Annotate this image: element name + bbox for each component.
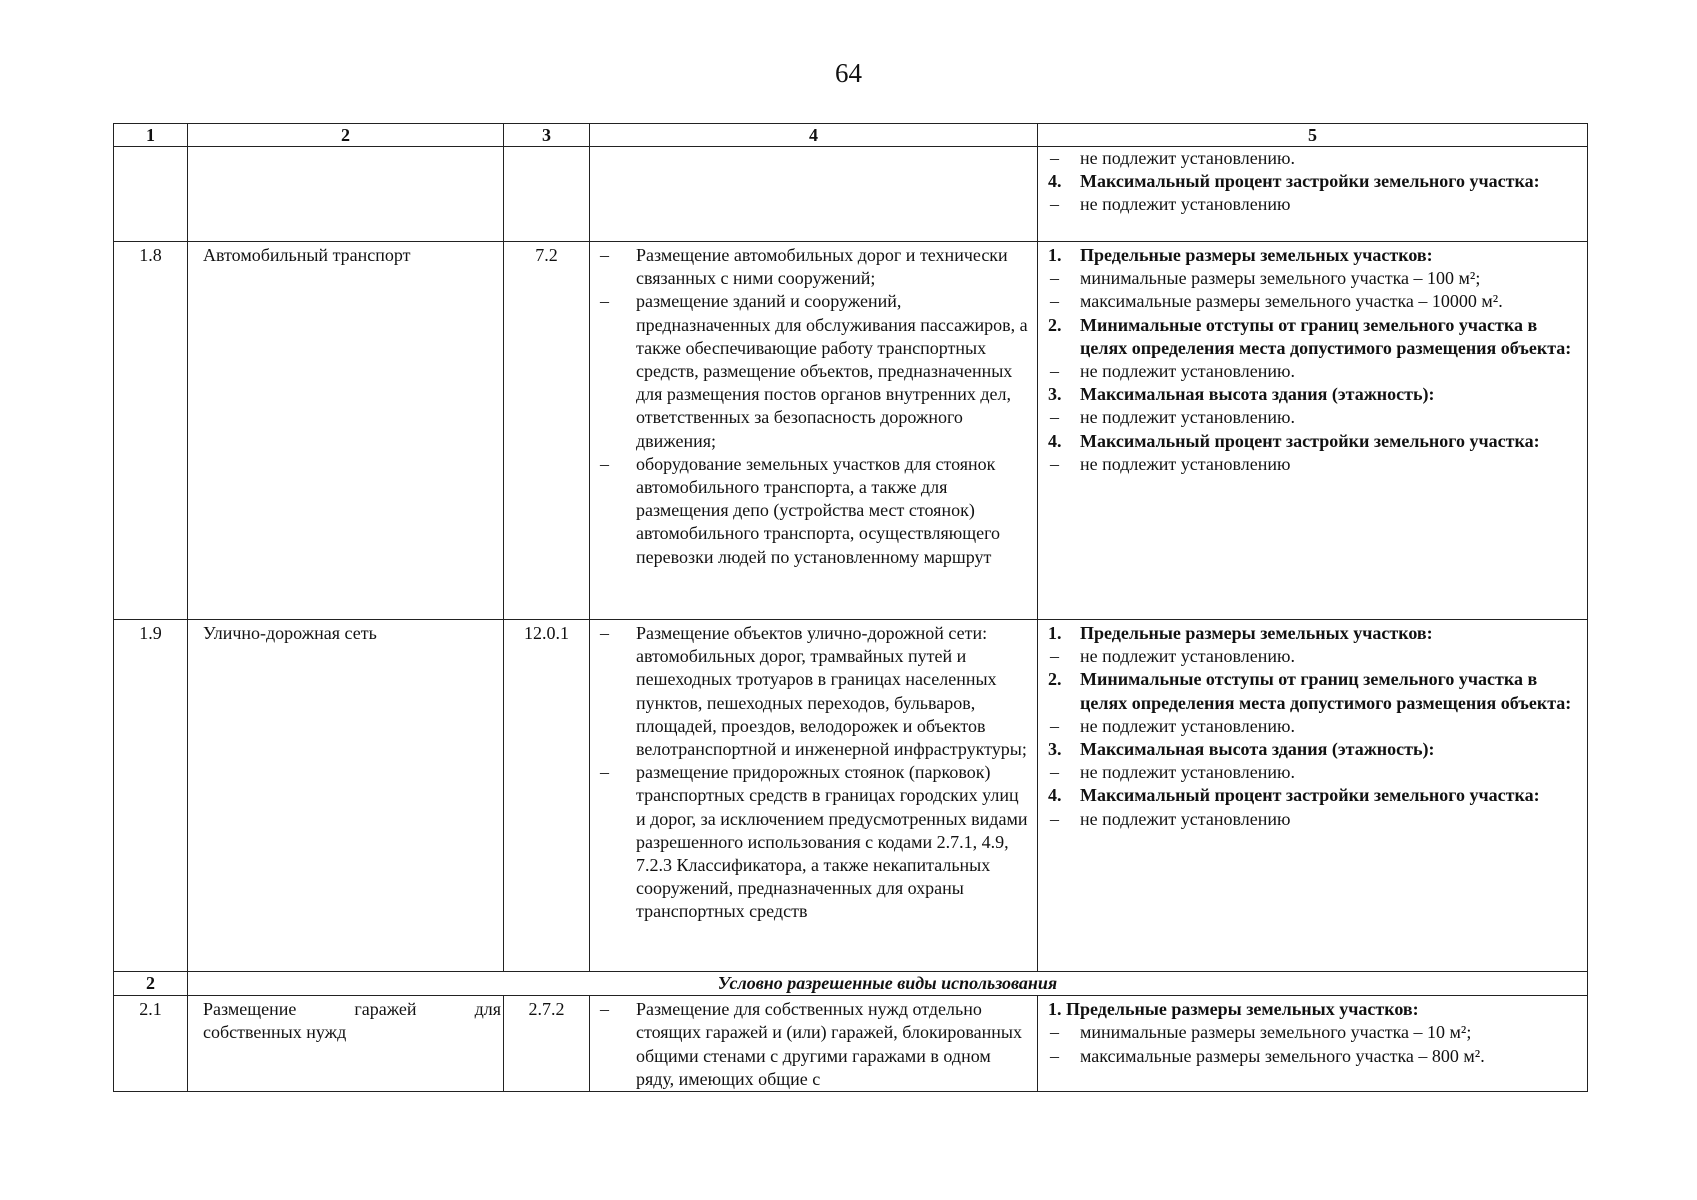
header-cell: 1: [114, 124, 188, 147]
param-line: – максимальные размеры земельного участка – 800 м².: [1050, 1045, 1485, 1066]
table-row: [114, 620, 1588, 972]
param-line: – не подлежит установлению.: [1050, 148, 1295, 168]
use-code-cell: 2.7.2: [504, 996, 590, 1092]
description-item: – Размещение для собственных нужд отдельно стоящих гаражей и (или) гаражей, блокированных общими стенами с другими гаражами в одном ряду, имеющих общие с: [600, 999, 1022, 1089]
use-name-cell: Автомобильный транспорт: [188, 242, 504, 620]
use-name-cell: [188, 996, 504, 1092]
param-line: – минимальные размеры земельного участка – 10 м²;: [1050, 1022, 1472, 1043]
param-heading: 3. Максимальная высота здания (этажность):: [1048, 384, 1435, 405]
header-cell: 2: [188, 124, 504, 147]
param-heading: 4. Максимальный процент застройки земельного участка:: [1048, 430, 1540, 451]
table-row: [114, 147, 1588, 242]
use-name-cell: Улично-дорожная сеть: [188, 620, 504, 972]
use-name-line: Размещение гаражей для: [203, 999, 501, 1020]
use-description-cell: [590, 242, 1038, 620]
parameters-cell: [1038, 242, 1588, 620]
param-line: – не подлежит установлению.: [1050, 361, 1295, 382]
param-line: – не подлежит установлению.: [1050, 762, 1295, 783]
table-header-row: [114, 124, 1588, 147]
row-number-cell: 2.1: [114, 996, 188, 1092]
param-line: – минимальные размеры земельного участка – 100 м²;: [1050, 268, 1481, 289]
param-heading: 4. Максимальный процент застройки земельного участка:: [1048, 171, 1540, 192]
parameters-cell: [1038, 147, 1588, 242]
table-row: [114, 242, 1588, 620]
header-cell: 4: [590, 124, 1038, 147]
header-cell: 3: [504, 124, 590, 147]
param-line: – не подлежит установлению.: [1050, 407, 1295, 428]
use-description-cell: [590, 147, 1038, 242]
param-line: – не подлежит установлению: [1050, 808, 1291, 829]
use-description-cell: [590, 620, 1038, 972]
parameters-cell: [1038, 620, 1588, 972]
param-heading: 1. Предельные размеры земельных участков:: [1048, 245, 1433, 265]
use-name-cell: [188, 147, 504, 242]
header-cell: 5: [1038, 124, 1588, 147]
param-heading: 2. Минимальные отступы от границ земельного участка в целях определения места допустимого размещения объекта:: [1048, 314, 1572, 358]
param-line: – не подлежит установлению.: [1050, 715, 1295, 736]
description-item: – Размещение автомобильных дорог и технически связанных с ними сооружений;: [600, 245, 1008, 289]
section-number-cell: 2: [114, 972, 188, 996]
row-number-cell: 1.8: [114, 242, 188, 620]
param-heading: 1. Предельные размеры земельных участков:: [1048, 623, 1433, 643]
param-heading: 1. Предельные размеры земельных участков:: [1048, 999, 1419, 1020]
use-code-cell: 7.2: [504, 242, 590, 620]
section-row: [114, 972, 1588, 996]
description-item: – оборудование земельных участков для стоянок автомобильного транспорта, а также для размещения депо (устройства мест стоянок) автомобильного транспорта, осуществляющего перевозки людей по установленному маршрут: [600, 453, 1001, 567]
use-code-cell: 12.0.1: [504, 620, 590, 972]
use-name-line: собственных нужд: [203, 1022, 347, 1043]
param-heading: 2. Минимальные отступы от границ земельного участка в целях определения места допустимого размещения объекта:: [1048, 669, 1572, 713]
description-item: – размещение зданий и сооружений, предназначенных для обслуживания пассажиров, а также обеспечивающие работу транспортных средств, размещение объектов, предназначенных для размещения постов органов внутренних дел, ответственных за безопасность дорожного движения;: [600, 291, 1028, 451]
description-item: – размещение придорожных стоянок (парковок) транспортных средств в границах городских улиц и дорог, за исключением предусмотренных видами разрешенного использования с кодами 2.7.1, 4.9, 7.2.3 Классификатора, а также некапитальных сооружений, предназначенных для охраны транспортных средств: [600, 762, 1028, 922]
table-row: [114, 996, 1588, 1092]
use-code-cell: [504, 147, 590, 242]
param-line: – не подлежит установлению: [1050, 194, 1291, 215]
param-line: – не подлежит установлению: [1050, 453, 1291, 474]
page-number: 64: [835, 58, 862, 88]
description-item: – Размещение объектов улично-дорожной сети: автомобильных дорог, трамвайных путей и пешеходных тротуаров в границах населенных пунктов, пешеходных переходов, бульваров, площадей, проездов, велодорожек и объектов велотранспортной и инженерной инфраструктуры;: [600, 623, 1027, 760]
section-title: Условно разрешенные виды использования: [188, 972, 1588, 996]
param-heading: 3. Максимальная высота здания (этажность):: [1048, 739, 1435, 760]
row-number-cell: [114, 147, 188, 242]
use-description-cell: [590, 996, 1038, 1092]
param-line: – не подлежит установлению.: [1050, 646, 1295, 667]
param-heading: 4. Максимальный процент застройки земельного участка:: [1048, 785, 1540, 806]
zoning-table: [113, 123, 1588, 1092]
row-number-cell: 1.9: [114, 620, 188, 972]
param-line: – максимальные размеры земельного участка – 10000 м².: [1050, 291, 1503, 312]
parameters-cell: [1038, 996, 1588, 1092]
